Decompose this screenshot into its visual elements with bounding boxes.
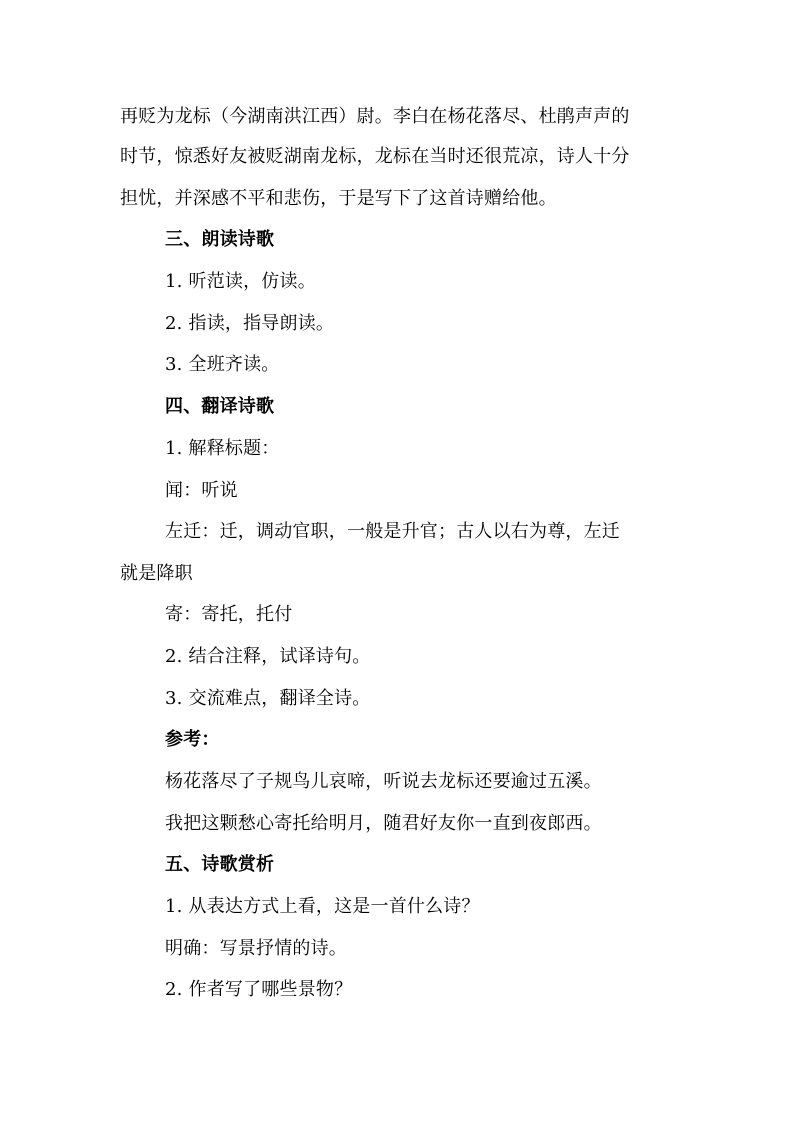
list-item: 2. 作者写了哪些景物？ (165, 979, 353, 1000)
section-heading: 四、翻译诗歌 (165, 396, 275, 417)
definition-line: 寄：寄托，托付 (165, 604, 293, 625)
list-item: 1. 听范读，仿读。 (165, 271, 316, 292)
translation-line: 杨花落尽了子规鸟儿哀啼，听说去龙标还要逾过五溪。 (165, 771, 602, 792)
paragraph-line: 时节，惊悉好友被贬湖南龙标，龙标在当时还很荒凉，诗人十分 (120, 146, 630, 167)
reference-label: 参考： (165, 729, 220, 750)
section-heading: 五、诗歌赏析 (165, 854, 275, 875)
definition-line: 左迁：迁，调动官职，一般是升官；古人以右为尊，左迁 (165, 521, 620, 542)
answer-line: 明确：写景抒情的诗。 (165, 938, 347, 959)
list-item: 2. 结合注释，试译诗句。 (165, 646, 371, 667)
definition-line: 就是降职 (120, 563, 193, 584)
list-item: 3. 交流难点，翻译全诗。 (165, 688, 371, 709)
list-item: 1. 从表达方式上看，这是一首什么诗？ (165, 896, 480, 917)
paragraph-line: 再贬为龙标（今湖南洪江西）尉。李白在杨花落尽、杜鹃声声的 (120, 106, 630, 127)
definition-line: 闻：听说 (165, 480, 238, 501)
translation-line: 我把这颗愁心寄托给明月，随君好友你一直到夜郎西。 (165, 813, 602, 834)
list-item: 2. 指读，指导朗读。 (165, 313, 335, 334)
list-item: 3. 全班齐读。 (165, 354, 280, 375)
paragraph-line: 担忧，并深感不平和悲伤，于是写下了这首诗赠给他。 (120, 188, 557, 209)
list-item: 1. 解释标题： (165, 438, 280, 459)
section-heading: 三、朗读诗歌 (165, 229, 275, 250)
